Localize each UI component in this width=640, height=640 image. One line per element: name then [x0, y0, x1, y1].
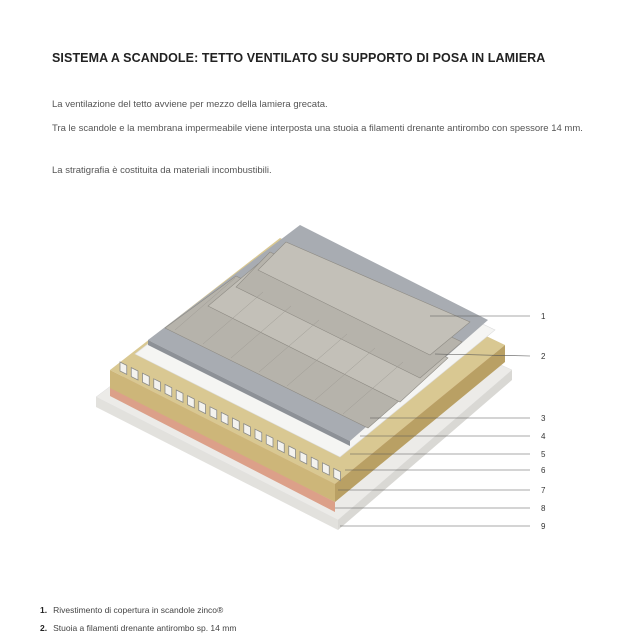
callout-number: 8 [541, 504, 546, 513]
callout-number: 7 [541, 486, 546, 495]
legend-num-2: 2. [40, 623, 48, 633]
callout-number: 4 [541, 432, 546, 441]
legend-num-1: 1. [40, 605, 48, 615]
intro-paragraph-1: La ventilazione del tetto avviene per mezzo della lamiera grecata. [52, 99, 328, 110]
legend-item-2 [40, 622, 236, 634]
legend-item-1 [40, 604, 223, 616]
legend-text-2: Stuoia a filamenti drenante antirombo sp. 14 mm [53, 623, 237, 633]
legend-text-1: Rivestimento di copertura in scandole zinco® [53, 605, 224, 615]
document-title: SISTEMA A SCANDOLE: TETTO VENTILATO SU SUPPORTO DI POSA IN LAMIERA [52, 51, 546, 65]
callout-number: 1 [541, 312, 546, 321]
callout-number: 6 [541, 466, 546, 475]
callout-number: 3 [541, 414, 546, 423]
callout-number: 5 [541, 450, 546, 459]
callout-number: 2 [541, 352, 546, 361]
intro-paragraph-3: La stratigrafia è costituita da materiali incombustibili. [52, 165, 272, 176]
intro-paragraph-2: Tra le scandole e la membrana impermeabile viene interposta una stuoia a filamenti drenante antirombo con spessore 14 mm. [52, 123, 583, 134]
callout-number: 9 [541, 522, 546, 531]
